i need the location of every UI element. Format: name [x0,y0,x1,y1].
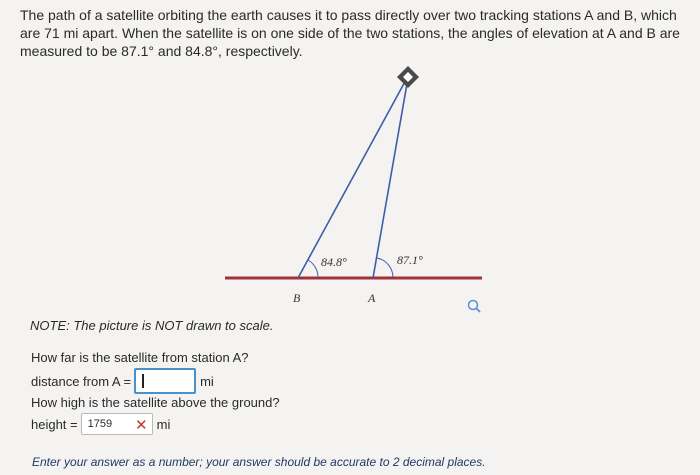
station-label-a: A [368,291,376,305]
distance-unit: mi [200,373,214,389]
satellite-icon [397,66,419,88]
distance-input[interactable] [134,368,196,394]
distance-label: distance from A = [31,373,132,389]
height-input[interactable] [81,413,153,435]
search-icon[interactable] [466,298,484,316]
scale-note: NOTE: The picture is NOT drawn to scale. [30,318,274,333]
height-value: 1759 [87,418,113,430]
angle-arc-b [308,260,318,278]
question-height: How high is the satellite above the ground? [31,395,280,410]
incorrect-icon: ✕ [135,417,148,434]
height-label: height = [31,416,78,432]
answer-instructions: Enter your answer as a number; your answer should be accurate to 2 decimal places. [32,455,486,469]
angle-label-a: 87.1° [397,253,423,267]
problem-statement: The path of a satellite orbiting the earth causes it to pass directly over two tracking stations A and B, which are 71 mi apart. When the satellite is on one side of the two stations, the angles of elevation at A and B are measured to be 87.1° and 84.8°, respectively. [20,7,680,59]
question-distance: How far is the satellite from station A? [31,350,249,365]
height-row [31,413,170,435]
distance-row [31,368,214,394]
height-unit: mi [156,416,171,432]
station-label-b: B [293,291,301,305]
text-cursor [142,374,144,388]
angle-arc-a [377,258,393,278]
angle-label-b: 84.8° [321,255,347,269]
